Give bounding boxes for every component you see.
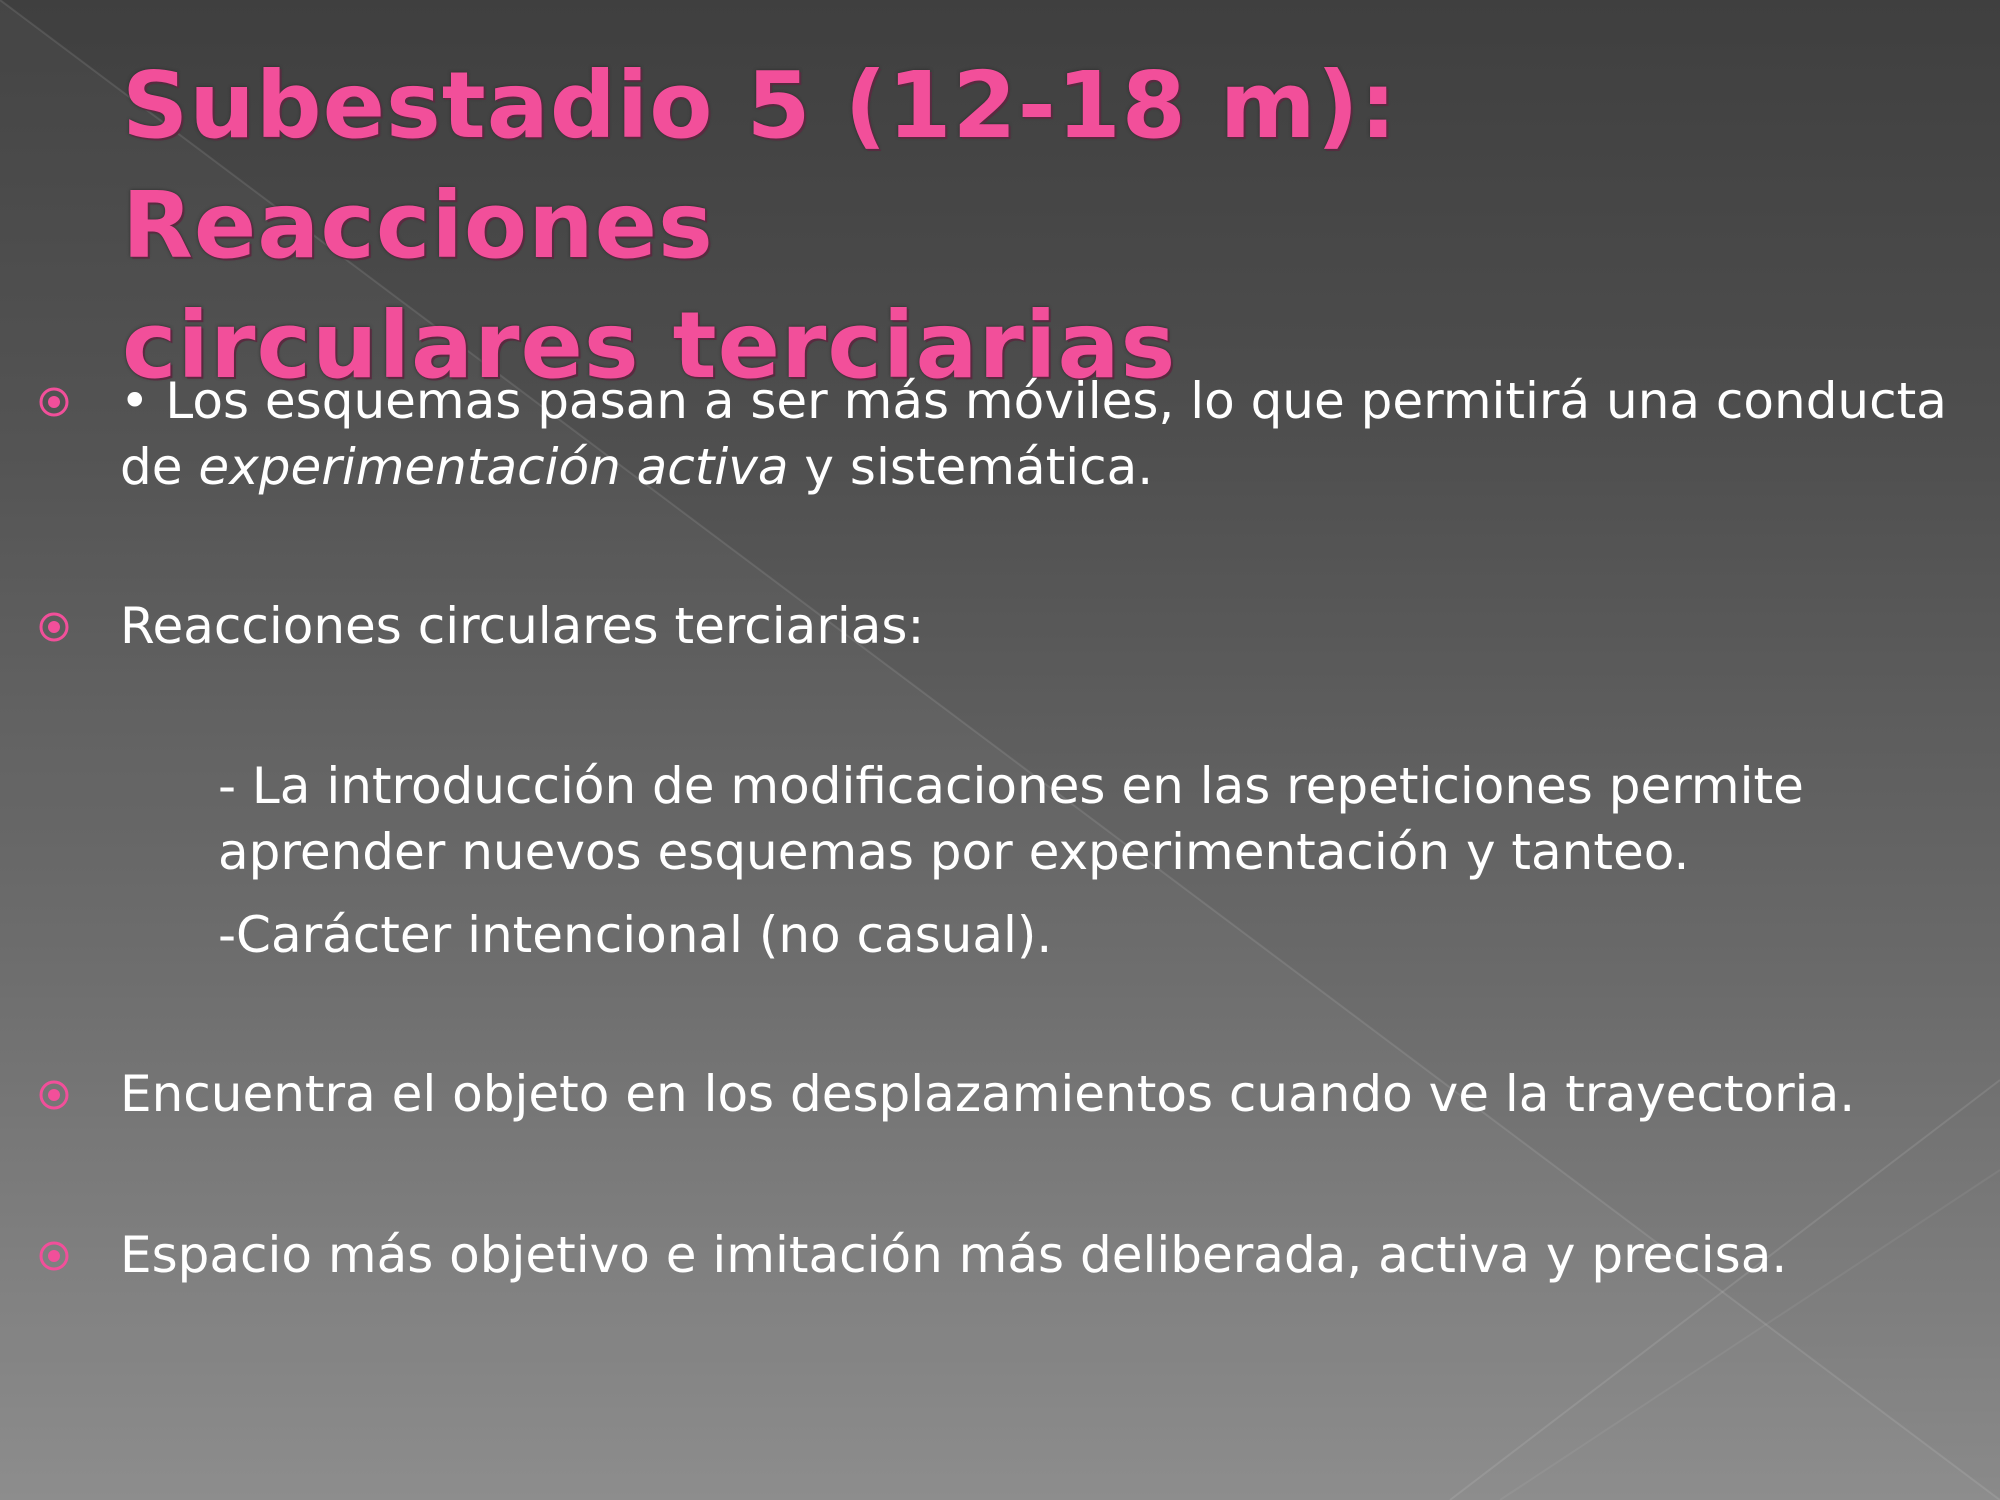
bullet-item-1 [38,368,1968,500]
slide-title-line2: circulares terciarias [122,292,1177,399]
slide-title-line1: Subestadio 5 (12-18 m): Reacciones [122,52,1398,279]
bullet-text-1-italic: experimentación activa [198,438,789,496]
circled-dot-icon [38,386,70,418]
sub-item-2: -Carácter intencional (no casual). [218,906,1053,964]
circled-dot-icon [38,611,70,643]
bullet-item-2 [38,593,1968,659]
circled-dot-icon [38,1079,70,1111]
bullet-text-3: Encuentra el objeto en los desplazamientos cuando ve la trayectoria. [120,1065,1856,1123]
bullet-text-1: • Los esquemas pasan a ser más móviles, lo que permitirá una conducta de experimentación activa y sistemática. [120,372,1947,496]
circled-dot-icon [38,1240,70,1272]
bullet-item-4 [38,1222,1968,1288]
sub-item-1: - La introducción de modificaciones en las repeticiones permite aprender nuevos esquemas por experimentación y tanteo. [218,757,1804,881]
bullet-item-3 [38,1061,1968,1127]
slide-title [122,46,1922,406]
bullet-text-4: Espacio más objetivo e imitación más deliberada, activa y precisa. [120,1226,1788,1284]
bullet-text-2: Reacciones circulares terciarias: [120,597,925,655]
